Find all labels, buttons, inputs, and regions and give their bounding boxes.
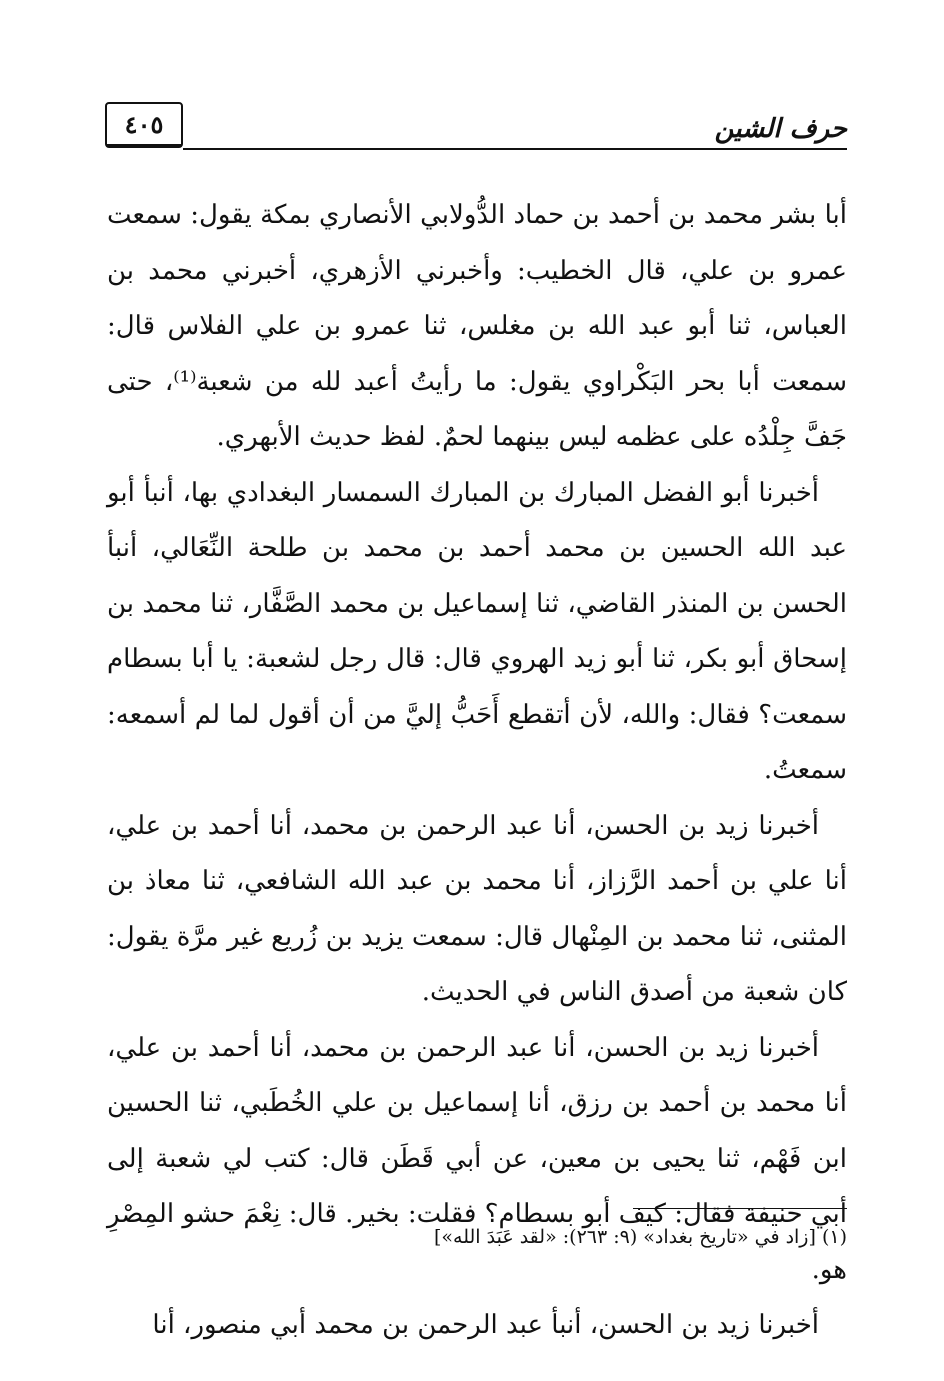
paragraph-3: أخبرنا زيد بن الحسن، أنا عبد الرحمن بن محمد، أنا أحمد بن علي، أنا علي بن أحمد الرَّزاز، أنا محمد بن عبد الله الشافعي، ثنا معاذ بن المثنى، ثنا محمد بن المِنْهال قال: سمعت يزيد بن زُريع غير مرَّة يقول: كان شعبة من أصدق الناس في الحديث. (107, 810, 847, 1007)
paragraph-4: أخبرنا زيد بن الحسن، أنا عبد الرحمن بن محمد، أنا أحمد بن علي، أنا محمد بن أحمد بن رزق، أنا إسماعيل بن علي الخُطَبي، ثنا الحسين ابن فَهْم، ثنا يحيى بن معين، عن أبي قَطَن قال: كتب لي شعبة إلى أبي حنيفة فقال: كيف أبو بسطام؟ فقلت: بخير. قال: نِعْمَ حشو المِصْرِ هو. (107, 1032, 847, 1285)
footnote-rule (633, 1208, 847, 1209)
paragraph-1: أبا بشر محمد بن أحمد بن حماد الدُّولابي الأنصاري بمكة يقول: سمعت عمرو بن علي، قال الخطيب: وأخبرني الأزهري، أخبرني محمد بن العباس، ثنا أبو عبد الله بن مغلس، ثنا عمرو بن علي الفلاس قال: سمعت أبا بحر البَكْراوي يقول: ما رأيتُ أعبد لله من شعبة⁽¹⁾، حتى جَفَّ جِلْدُه على عظمه ليس بينهما لحمٌ. لفظ حديث الأبهري. (107, 200, 847, 452)
running-head: حرف الشين (714, 114, 847, 144)
paragraph-2: أخبرنا أبو الفضل المبارك بن المبارك السمسار البغدادي بها، أنبأ أبو عبد الله الحسين بن محمد أحمد بن محمد بن طلحة النِّعَالي، أنبأ الحسن بن المنذر القاضي، ثنا إسماعيل بن محمد الصَّفَّار، ثنا محمد بن إسحاق أبو بكر، ثنا أبو زيد الهروي قال: قال رجل لشعبة: يا أبا بسطام سمعت؟ فقال: والله، لأن أتقطع أَحَبُّ إليَّ من أن أقول لما لم أسمعه: سمعتُ. (107, 477, 847, 785)
page-number: ٤٠٥ (105, 102, 183, 148)
body-text (107, 188, 847, 1354)
header-rule (183, 148, 847, 150)
page-header (105, 92, 847, 162)
footnote: (١) [زاد في «تاريخ بغداد» (٩: ٢٦٣): «لقد عَبَدَ الله»] (434, 1226, 847, 1248)
paragraph-5: أخبرنا زيد بن الحسن، أنبأ عبد الرحمن بن محمد أبي منصور، أنا (152, 1310, 819, 1340)
